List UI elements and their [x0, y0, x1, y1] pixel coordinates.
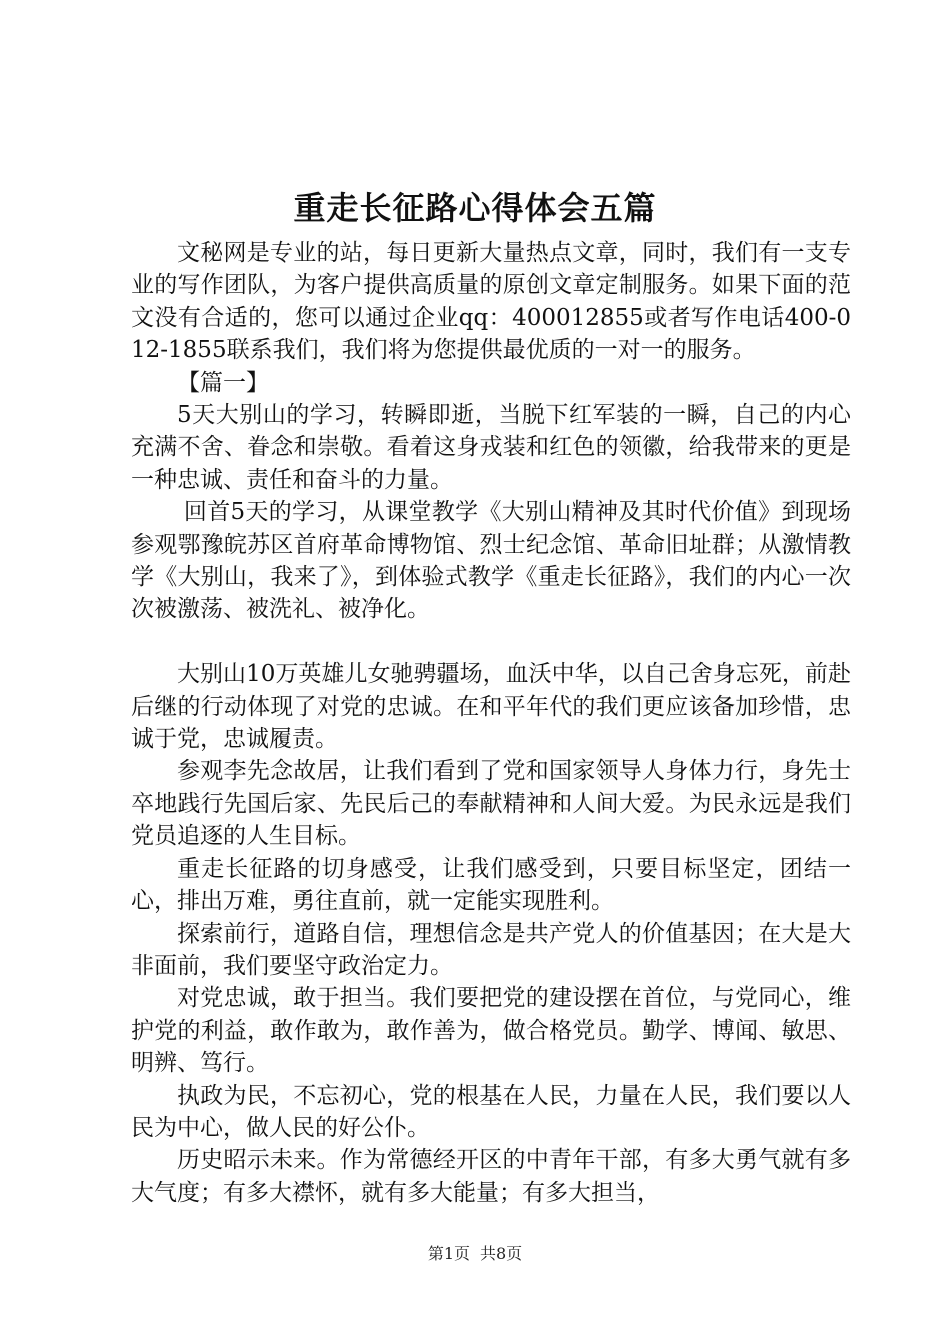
intro-paragraph: 文秘网是专业的站，每日更新大量热点文章，同时，我们有一支专业的写作团队，为客户提供高质量的原创文章定制服务。如果下面的范文没有合适的，您可以通过企业qq：400012855或者写作电话400-012-1855联系我们，我们将为您提供最优质的一对一的服务。: [131, 240, 851, 364]
body-paragraph: 重走长征路的切身感受，让我们感受到，只要目标坚定，团结一心，排出万难，勇往直前，就一定能实现胜利。: [131, 855, 851, 915]
document-body: [131, 237, 851, 1209]
body-paragraph: 大别山10万英雄儿女驰骋疆场，血沃中华，以自己舍身忘死，前赴后继的行动体现了对党的忠诚。在和平年代的我们更应该备加珍惜，忠诚于党，忠诚履责。: [131, 661, 851, 753]
body-paragraph: 参观李先念故居，让我们看到了党和国家领导人身体力行，身先士卒地践行先国后家、先民后己的奉献精神和人间大爱。为民永远是我们党员追逐的人生目标。: [131, 758, 851, 850]
body-paragraph: 回首5天的学习，从课堂教学《大别山精神及其时代价值》到现场参观鄂豫皖苏区首府革命博物馆、烈士纪念馆、革命旧址群；从激情教学《大别山，我来了》，到体验式教学《重走长征路》，我们的内心一次次被激荡、被洗礼、被净化。: [131, 499, 851, 623]
body-paragraph: 探索前行，道路自信，理想信念是共产党人的价值基因；在大是大非面前，我们要坚守政治定力。: [131, 920, 851, 979]
body-paragraph: 5天大别山的学习，转瞬即逝，当脱下红军装的一瞬，自己的内心充满不舍、眷念和崇敬。看着这身戎装和红色的领徽，给我带来的更是一种忠诚、责任和奋斗的力量。: [131, 402, 851, 493]
body-paragraph: 历史昭示未来。作为常德经开区的中青年干部，有多大勇气就有多大气度；有多大襟怀，就有多大能量；有多大担当，: [131, 1147, 851, 1206]
page-number: 第1页: [427, 1244, 470, 1263]
body-paragraph: 对党忠诚，敢于担当。我们要把党的建设摆在首位，与党同心，维护党的利益，敢作敢为，敢作善为，做合格党员。勤学、博闻、敏思、明辨、笃行。: [131, 985, 851, 1077]
page-total: 共8页: [480, 1244, 523, 1263]
section-heading: 【篇一】: [177, 369, 269, 396]
paragraph-spacer: [131, 626, 851, 658]
document-title: 重走长征路心得体会五篇: [293, 189, 657, 227]
page-footer: [0, 1243, 950, 1265]
body-paragraph: 执政为民，不忘初心，党的根基在人民，力量在人民，我们要以人民为中心，做人民的好公仆。: [131, 1082, 851, 1141]
